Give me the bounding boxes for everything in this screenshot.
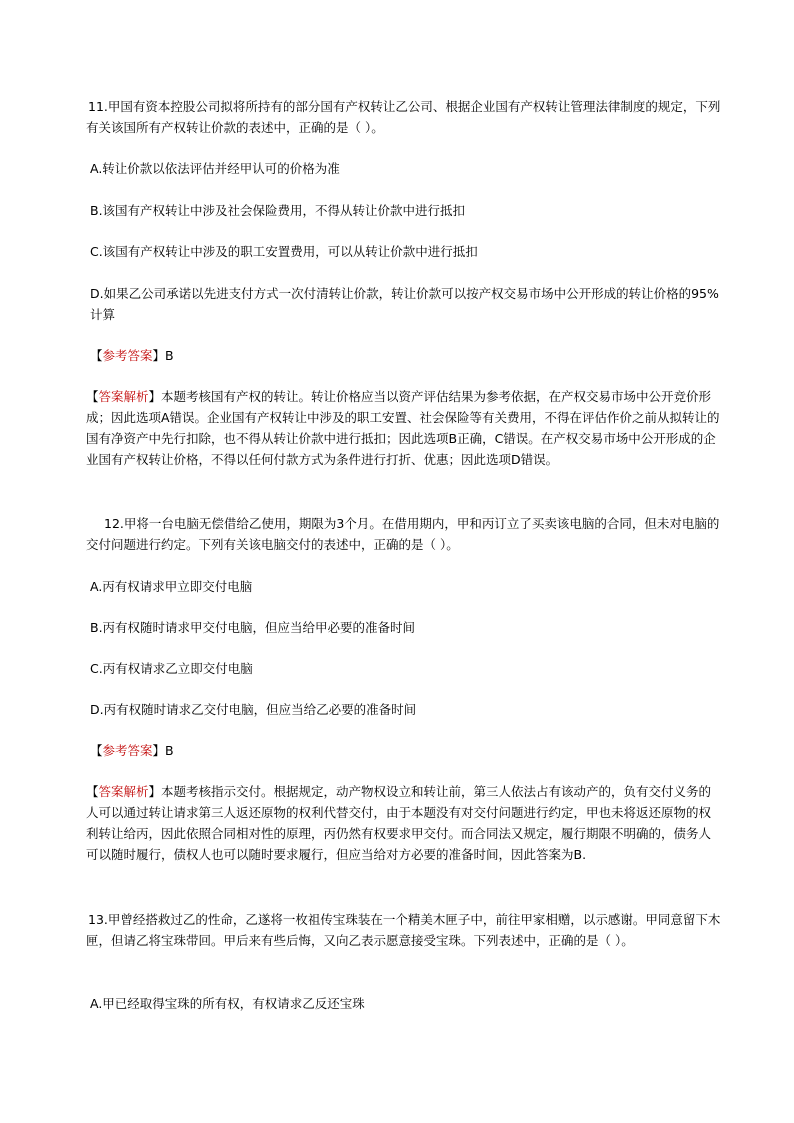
question-12-stem: 12.甲将一台电脑无偿借给乙使用，期限为3个月。在借用期内，甲和丙订立了买卖该电脑的合同，但未对电脑的交付问题进行约定。下列有关该电脑交付的表述中，正确的是（ ）。 — [86, 516, 720, 552]
analysis-text: 本题考核指示交付。根据规定，动产物权设立和转让前，第三人依法占有该动产的，负有交付义务的人可以通过转让请求第三人返还原物的权利代替交付，由于本题没有对交付问题进行约定，甲也未将返还原物的权利转让给丙，因此依照合同相对性的原理，丙仍然有权要求甲交付。而合同法又规定，履行期限不明确的，债务人可以随时履行，债权人也可以随时要求履行，但应当给对方必要的准备时间，因此答案为B. — [86, 784, 712, 862]
answer-label: 参考答案 — [102, 348, 153, 363]
answer-value: B — [165, 348, 174, 363]
question-12-answer — [90, 740, 726, 761]
question-12-option-a: A.丙有权请求甲立即交付电脑 — [90, 579, 253, 594]
analysis-bracket-open: 【 — [86, 389, 99, 404]
analysis-bracket-close: 】 — [148, 389, 162, 404]
analysis-bracket-open: 【 — [86, 784, 99, 799]
question-13-option-a: A.甲已经取得宝珠的所有权，有权请求乙反还宝珠 — [90, 996, 365, 1011]
question-12-option-c: C.丙有权请求乙立即交付电脑 — [90, 661, 253, 676]
analysis-text: 本题考核国有产权的转让。转让价格应当以资产评估结果为参考依据，在产权交易市场中公开竞价形成；因此选项A错误。企业国有产权转让中涉及的职工安置、社会保险等有关费用，不得在评估作价之前从拟转让的国有净资产中先行扣除，也不得从转让价款中进行抵扣；因此选项B正确，C错误。在产权交易市场中公开形成的企业国有产权转让价格，不得以任何付款方式为条件进行打折、优惠；因此选项D错误。 — [86, 389, 720, 467]
answer-bracket-open: 【 — [90, 743, 103, 758]
question-12-option-b: B.丙有权随时请求甲交付电脑，但应当给甲必要的准备时间 — [90, 620, 416, 635]
question-11-answer — [90, 345, 726, 366]
question-11-stem: 11.甲国有资本控股公司拟将所持有的部分国有产权转让乙公司、根据企业国有产权转让管理法律制度的规定，下列有关该国所有产权转让价款的表述中，正确的是（ ）。 — [86, 99, 721, 135]
answer-bracket-open: 【 — [90, 348, 103, 363]
analysis-label: 答案解析 — [98, 784, 149, 799]
question-11-option-b: B.该国有产权转让中涉及社会保险费用，不得从转让价款中进行抵扣 — [90, 203, 466, 218]
question-13-stem: 13.甲曾经搭救过乙的性命，乙遂将一枚祖传宝珠装在一个精美木匣子中，前往甲家相赠，以示感谢。甲同意留下木匣，但请乙将宝珠带回。甲后来有些后悔，又向乙表示愿意接受宝珠。下列表述中，正确的是（ ）。 — [86, 912, 721, 948]
analysis-label: 答案解析 — [98, 389, 149, 404]
question-11-option-a: A.转让价款以依法评估并经甲认可的价格为准 — [90, 161, 340, 176]
answer-bracket-close: 】 — [152, 743, 166, 758]
question-11-option-d: D.如果乙公司承诺以先进支付方式一次付清转让价款，转让价款可以按产权交易市场中公开形成的转让价格的95%计算 — [90, 286, 719, 322]
answer-bracket-close: 】 — [152, 348, 166, 363]
answer-label: 参考答案 — [102, 743, 153, 758]
answer-value: B — [165, 743, 174, 758]
question-12-option-d: D.丙有权随时请求乙交付电脑，但应当给乙必要的准备时间 — [90, 702, 417, 717]
question-11-analysis — [86, 386, 722, 470]
analysis-bracket-close: 】 — [148, 784, 162, 799]
question-11-option-c: C.该国有产权转让中涉及的职工安置费用，可以从转让价款中进行抵扣 — [90, 244, 478, 259]
question-12-analysis — [86, 781, 722, 865]
